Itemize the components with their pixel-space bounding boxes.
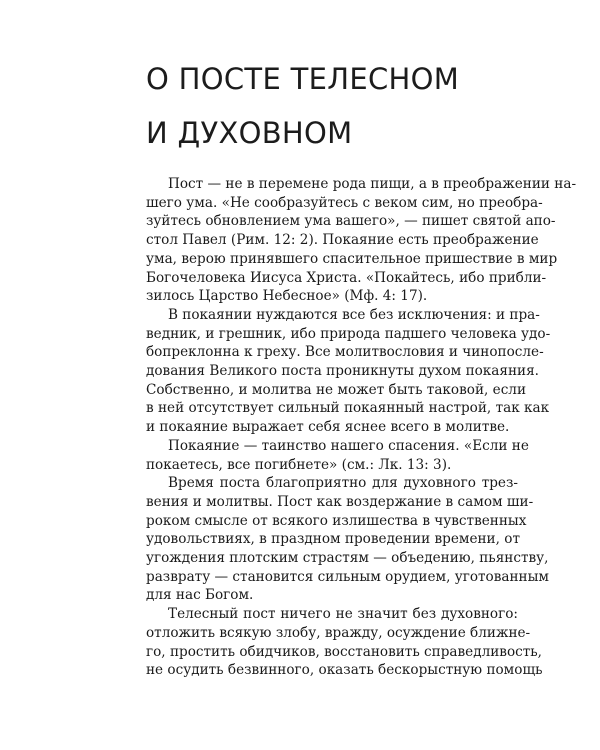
text-line: роком смысле от всякого излишества в чувственных: [146, 512, 527, 529]
chapter-title-line: И ДУХОВНОМ: [146, 116, 353, 150]
text-line: стол Павел (Рим. 12: 2). Покаяние есть преображение: [146, 232, 539, 249]
text-line: ведник, и грешник, ибо природа падшего человека удо-: [146, 325, 551, 342]
text-line: угождения плотским страстям — объедению, пьянству,: [146, 550, 549, 567]
text-line: Покаяние — таинство нашего спасения. «Если не: [168, 437, 529, 454]
paragraph: [146, 474, 550, 605]
text-line: зилось Царство Небесное» (Мф. 4: 17).: [146, 288, 428, 305]
text-line: и покаяние выражает себя яснее всего в молитве.: [146, 419, 510, 436]
chapter-body: [146, 175, 577, 680]
text-line: не осудить безвинного, оказать бескорыстную помощь: [146, 662, 543, 679]
text-line: Телесный пост ничего не значит без духовного:: [168, 606, 518, 623]
paragraph: [146, 175, 577, 306]
text-line: удовольствиях, в праздном проведении времени, от: [146, 531, 520, 548]
text-line: отложить всякую злобу, вражду, осуждение ближне-: [146, 624, 531, 641]
text-line: в ней отсутствует сильный покаянный настрой, так как: [146, 400, 550, 417]
paragraph: [146, 605, 543, 680]
text-line: Время поста благоприятно для духовного трез-: [168, 475, 518, 492]
text-line: Пост — не в перемене рода пищи, а в преображении на-: [168, 176, 577, 192]
text-line: бопреклонна к греху. Все молитвословия и чинопосле-: [146, 344, 544, 361]
text-line: го, простить обидчиков, восстановить справедливость,: [146, 643, 542, 660]
text-line: ума, верою принявшего спасительное пришествие в мир: [146, 250, 558, 267]
text-line: шего ума. «Не сообразуйтесь с веком сим, но преобра-: [146, 194, 543, 211]
text-line: дования Великого поста проникнуты духом покаяния.: [146, 363, 540, 380]
paragraph: [146, 306, 551, 437]
text-line: зуйтесь обновлением ума вашего», — пишет святой апо-: [146, 213, 556, 230]
text-line: вения и молитвы. Пост как воздержание в самом ши-: [146, 493, 534, 510]
chapter-title-line: О ПОСТЕ ТЕЛЕСНОМ: [146, 62, 460, 96]
text-line: Богочеловека Иисуса Христа. «Покайтесь, ибо прибли-: [146, 269, 547, 286]
text-line: разврату — становится сильным орудием, уготованным: [146, 568, 550, 585]
text-line: Собственно, и молитва не может быть таковой, если: [146, 381, 527, 398]
text-line: для нас Богом.: [146, 587, 254, 604]
text-line: покаетесь, все погибнете» (см.: Лк. 13: 3).: [146, 456, 452, 473]
chapter-title: [146, 52, 566, 160]
paragraph: [146, 437, 529, 474]
text-line: В покаянии нуждаются все без исключения: и пра-: [168, 306, 540, 323]
